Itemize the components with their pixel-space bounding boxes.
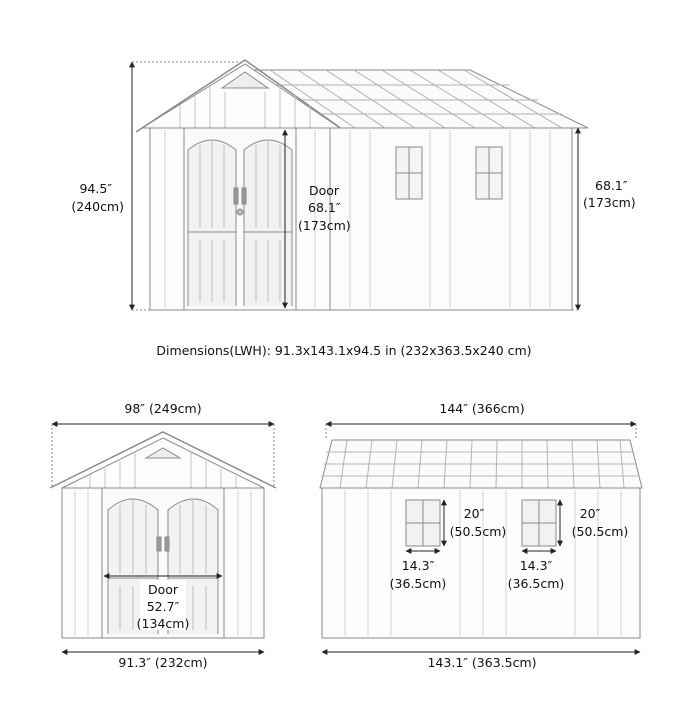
window2-width-label: 14.3″ — [519, 558, 553, 573]
roof-width-label: 98″ (249cm) — [124, 401, 202, 416]
wall-height-label: 68.1″ — [595, 178, 628, 193]
side-window-2 — [522, 500, 556, 546]
window1-height-label: 20″ — [463, 506, 485, 521]
door-height-cm-label: (173cm) — [298, 218, 351, 233]
wall-height-cm-label: (173cm) — [583, 195, 636, 210]
base-width-label: 91.3″ (232cm) — [118, 655, 208, 670]
front-door-width-cm-label: (134cm) — [136, 616, 190, 631]
window2-height-cm-label: (50.5cm) — [571, 524, 629, 539]
window2-height-label: 20″ — [579, 506, 601, 521]
perspective-shed — [136, 60, 588, 310]
perspective-side-wall — [330, 128, 572, 310]
window2-width-cm-label: (36.5cm) — [507, 576, 565, 591]
perspective-doors — [184, 128, 296, 310]
dimensions-caption: Dimensions(LWH): 91.3x143.1x94.5 in (232x363.5x240 cm) — [156, 343, 532, 358]
side-view-shed — [320, 440, 642, 638]
door-title-label: Door — [309, 183, 340, 198]
base-length-label: 143.1″ (363.5cm) — [427, 655, 537, 670]
front-gable — [62, 438, 264, 488]
front-door-title-label: Door — [147, 582, 179, 597]
window1-height-cm-label: (50.5cm) — [449, 524, 507, 539]
side-window-1 — [406, 500, 440, 546]
perspective-window-1 — [396, 147, 422, 199]
perspective-window-2 — [476, 147, 502, 199]
window1-width-label: 14.3″ — [401, 558, 435, 573]
total-height-label: 94.5″ — [79, 181, 112, 196]
window1-width-cm-label: (36.5cm) — [389, 576, 447, 591]
roof-length-label: 144″ (366cm) — [439, 401, 525, 416]
door-handle-left — [234, 188, 238, 204]
front-door-width-label: 52.7″ — [146, 599, 180, 614]
door-height-label: 68.1″ — [308, 200, 341, 215]
door-handle-right — [242, 188, 246, 204]
total-height-cm-label: (240cm) — [71, 199, 124, 214]
